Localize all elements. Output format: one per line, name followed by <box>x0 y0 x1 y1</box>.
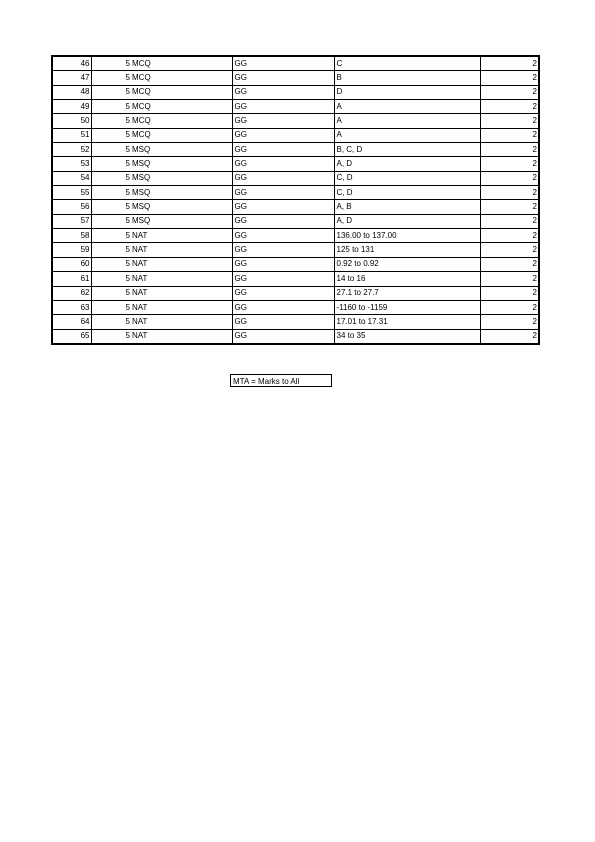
session-number: 5 <box>91 171 131 185</box>
marks-value: 2 <box>480 214 539 228</box>
table-row <box>52 200 539 214</box>
question-type: NAT <box>131 229 232 243</box>
session-number: 5 <box>91 214 131 228</box>
question-type: NAT <box>131 315 232 329</box>
table-row <box>52 286 539 300</box>
section-code: GG <box>232 114 334 128</box>
session-number: 5 <box>91 300 131 314</box>
session-number: 5 <box>91 329 131 344</box>
marks-value: 2 <box>480 100 539 114</box>
table-row <box>52 171 539 185</box>
answer-key: C <box>334 56 480 71</box>
marks-value: 2 <box>480 257 539 271</box>
answer-key: D <box>334 85 480 99</box>
marks-value: 2 <box>480 171 539 185</box>
answer-key: 34 to 35 <box>334 329 480 344</box>
session-number: 5 <box>91 85 131 99</box>
question-number: 58 <box>52 229 91 243</box>
marks-value: 2 <box>480 200 539 214</box>
question-type: MCQ <box>131 71 232 85</box>
question-number: 54 <box>52 171 91 185</box>
marks-value: 2 <box>480 300 539 314</box>
answer-key: -1160 to -1159 <box>334 300 480 314</box>
question-type: MCQ <box>131 128 232 142</box>
session-number: 5 <box>91 229 131 243</box>
answer-key: 17.01 to 17.31 <box>334 315 480 329</box>
section-code: GG <box>232 243 334 257</box>
table-row <box>52 315 539 329</box>
section-code: GG <box>232 157 334 171</box>
question-number: 57 <box>52 214 91 228</box>
session-number: 5 <box>91 200 131 214</box>
section-code: GG <box>232 171 334 185</box>
session-number: 5 <box>91 128 131 142</box>
answer-key: A <box>334 100 480 114</box>
session-number: 5 <box>91 286 131 300</box>
question-number: 49 <box>52 100 91 114</box>
section-code: GG <box>232 71 334 85</box>
table-row <box>52 71 539 85</box>
question-number: 46 <box>52 56 91 71</box>
section-code: GG <box>232 315 334 329</box>
question-number: 53 <box>52 157 91 171</box>
marks-value: 2 <box>480 71 539 85</box>
answer-key: A, B <box>334 200 480 214</box>
question-type: MSQ <box>131 200 232 214</box>
session-number: 5 <box>91 257 131 271</box>
question-number: 56 <box>52 200 91 214</box>
question-type: MCQ <box>131 100 232 114</box>
marks-value: 2 <box>480 315 539 329</box>
table-row <box>52 186 539 200</box>
table-row <box>52 56 539 71</box>
section-code: GG <box>232 329 334 344</box>
section-code: GG <box>232 286 334 300</box>
table-row <box>52 257 539 271</box>
question-number: 48 <box>52 85 91 99</box>
answer-key: C, D <box>334 171 480 185</box>
question-type: NAT <box>131 286 232 300</box>
question-number: 60 <box>52 257 91 271</box>
table-row <box>52 329 539 344</box>
section-code: GG <box>232 300 334 314</box>
question-type: MSQ <box>131 186 232 200</box>
marks-value: 2 <box>480 85 539 99</box>
section-code: GG <box>232 214 334 228</box>
marks-value: 2 <box>480 229 539 243</box>
question-number: 47 <box>52 71 91 85</box>
section-code: GG <box>232 56 334 71</box>
question-type: NAT <box>131 329 232 344</box>
question-type: MSQ <box>131 157 232 171</box>
session-number: 5 <box>91 71 131 85</box>
table-row <box>52 300 539 314</box>
table-row <box>52 128 539 142</box>
marks-value: 2 <box>480 243 539 257</box>
marks-value: 2 <box>480 272 539 286</box>
section-code: GG <box>232 143 334 157</box>
section-code: GG <box>232 186 334 200</box>
answer-key: A, D <box>334 214 480 228</box>
question-type: MSQ <box>131 214 232 228</box>
marks-value: 2 <box>480 128 539 142</box>
section-code: GG <box>232 200 334 214</box>
marks-value: 2 <box>480 329 539 344</box>
question-type: MSQ <box>131 143 232 157</box>
answer-key: A <box>334 114 480 128</box>
table-row <box>52 143 539 157</box>
question-type: NAT <box>131 300 232 314</box>
question-type: NAT <box>131 243 232 257</box>
table-row <box>52 214 539 228</box>
answer-key-table <box>51 55 540 345</box>
session-number: 5 <box>91 114 131 128</box>
answer-key-rows <box>52 56 539 344</box>
answer-key: C, D <box>334 186 480 200</box>
section-code: GG <box>232 100 334 114</box>
session-number: 5 <box>91 157 131 171</box>
answer-key: A <box>334 128 480 142</box>
question-type: MCQ <box>131 114 232 128</box>
marks-value: 2 <box>480 56 539 71</box>
session-number: 5 <box>91 100 131 114</box>
question-number: 65 <box>52 329 91 344</box>
marks-value: 2 <box>480 114 539 128</box>
answer-key: 27.1 to 27.7 <box>334 286 480 300</box>
question-number: 64 <box>52 315 91 329</box>
table-row <box>52 272 539 286</box>
table-row <box>52 114 539 128</box>
marks-value: 2 <box>480 157 539 171</box>
session-number: 5 <box>91 143 131 157</box>
question-type: MCQ <box>131 56 232 71</box>
question-number: 51 <box>52 128 91 142</box>
legend-note: MTA = Marks to All <box>230 374 332 387</box>
marks-value: 2 <box>480 286 539 300</box>
session-number: 5 <box>91 315 131 329</box>
question-number: 63 <box>52 300 91 314</box>
answer-key: 125 to 131 <box>334 243 480 257</box>
answer-key: A, D <box>334 157 480 171</box>
answer-key: B, C, D <box>334 143 480 157</box>
section-code: GG <box>232 257 334 271</box>
table-row <box>52 229 539 243</box>
marks-value: 2 <box>480 143 539 157</box>
question-number: 55 <box>52 186 91 200</box>
session-number: 5 <box>91 56 131 71</box>
answer-key: B <box>334 71 480 85</box>
answer-key: 0.92 to 0.92 <box>334 257 480 271</box>
question-type: NAT <box>131 257 232 271</box>
question-number: 59 <box>52 243 91 257</box>
marks-value: 2 <box>480 186 539 200</box>
section-code: GG <box>232 128 334 142</box>
table-row <box>52 243 539 257</box>
session-number: 5 <box>91 186 131 200</box>
session-number: 5 <box>91 243 131 257</box>
question-number: 61 <box>52 272 91 286</box>
question-number: 52 <box>52 143 91 157</box>
question-type: NAT <box>131 272 232 286</box>
section-code: GG <box>232 85 334 99</box>
question-type: MSQ <box>131 171 232 185</box>
table-row <box>52 157 539 171</box>
section-code: GG <box>232 229 334 243</box>
answer-key: 14 to 16 <box>334 272 480 286</box>
answer-key: 136.00 to 137.00 <box>334 229 480 243</box>
question-number: 62 <box>52 286 91 300</box>
section-code: GG <box>232 272 334 286</box>
question-number: 50 <box>52 114 91 128</box>
table-row <box>52 100 539 114</box>
question-type: MCQ <box>131 85 232 99</box>
session-number: 5 <box>91 272 131 286</box>
table-row <box>52 85 539 99</box>
